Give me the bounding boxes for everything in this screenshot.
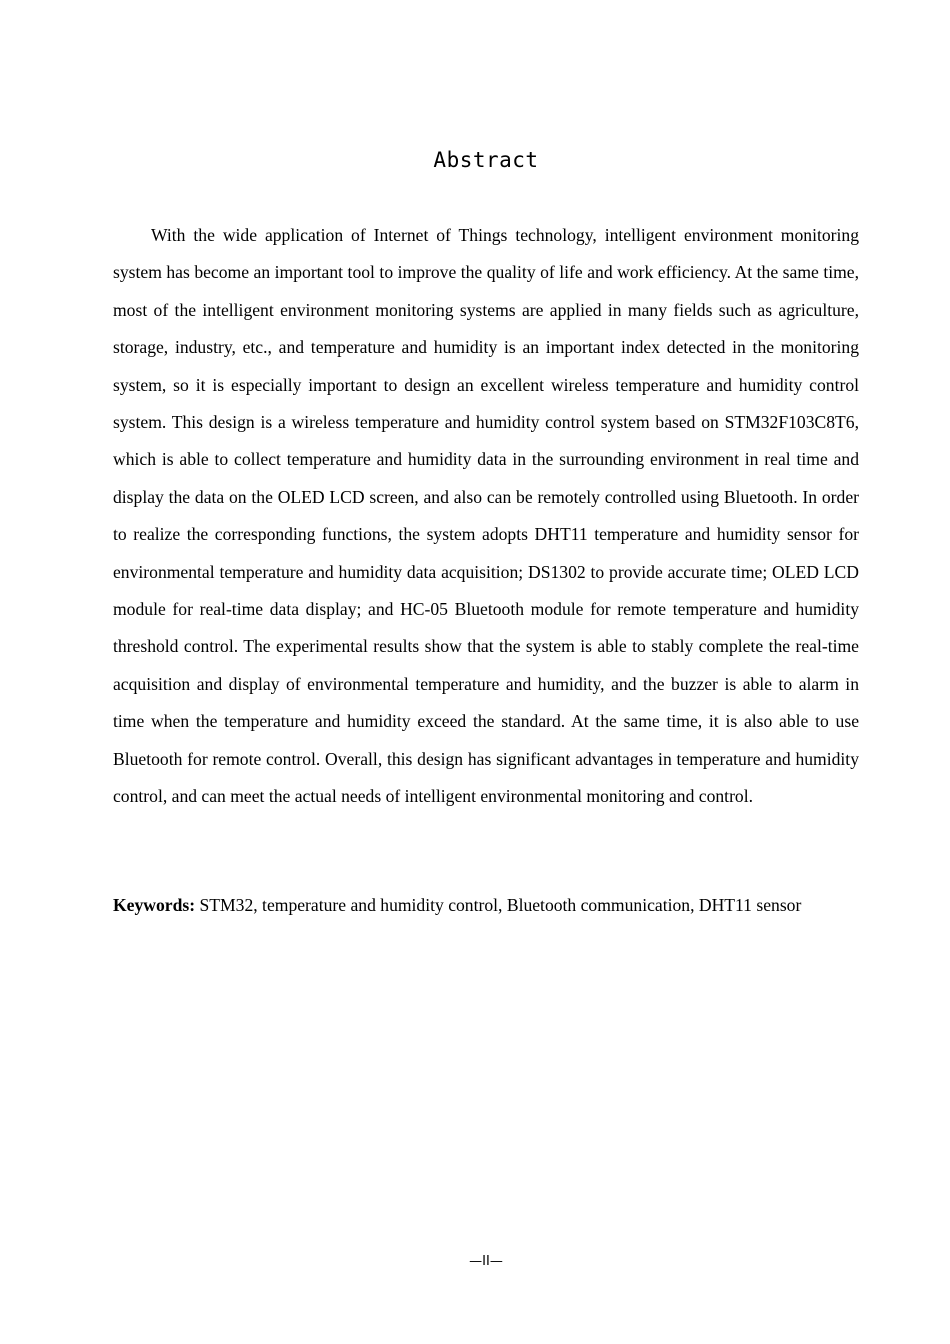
- keywords-line: [113, 887, 859, 924]
- keywords-text: STM32, temperature and humidity control, Bluetooth communication, DHT11 sensor: [195, 895, 802, 915]
- abstract-paragraph: With the wide application of Internet of Things technology, intelligent environment monitoring system has become an important tool to improve the quality of life and work efficiency. At the same time, most of the intelligent environment monitoring systems are applied in many fields such as agriculture, storage, industry, etc., and temperature and humidity is an important index detected in the monitoring system, so it is especially important to design an excellent wireless temperature and humidity control system. This design is a wireless temperature and humidity control system based on STM32F103C8T6, which is able to collect temperature and humidity data in the surrounding environment in real time and display the data on the OLED LCD screen, and also can be remotely controlled using Bluetooth. In order to realize the corresponding functions, the system adopts DHT11 temperature and humidity sensor for environmental temperature and humidity data acquisition; DS1302 to provide accurate time; OLED LCD module for real-time data display; and HC-05 Bluetooth module for remote temperature and humidity threshold control. The experimental results show that the system is able to stably complete the real-time acquisition and display of environmental temperature and humidity, and the buzzer is able to alarm in time when the temperature and humidity exceed the standard. At the same time, it is also able to use Bluetooth for remote control. Overall, this design has significant advantages in temperature and humidity control, and can meet the actual needs of intelligent environmental monitoring and control.: [113, 225, 859, 807]
- page-number: —II—: [469, 1254, 503, 1269]
- abstract-title: Abstract: [433, 148, 539, 172]
- keywords-label: Keywords:: [113, 895, 196, 915]
